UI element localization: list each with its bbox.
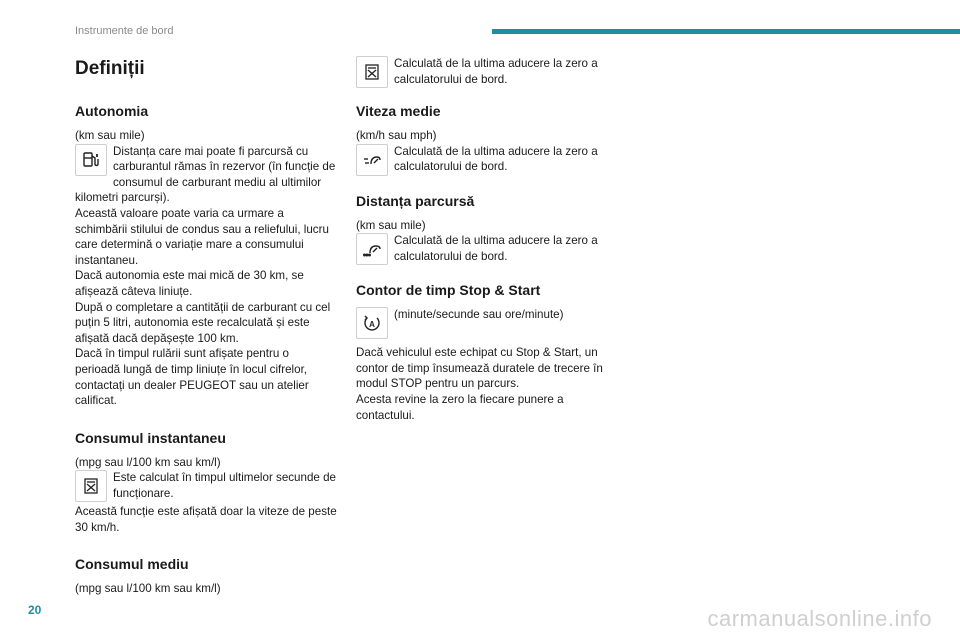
distanta-parcursa-description bbox=[356, 233, 618, 265]
consum-instantaneu-paragraph-1: Această funcție este afișată doar la viteze de peste 30 km/h. bbox=[75, 505, 337, 534]
running-header: Instrumente de bord bbox=[75, 25, 174, 37]
section-consum-mediu bbox=[75, 555, 337, 597]
unit-distanta-parcursa: (km sau mile) bbox=[356, 218, 426, 232]
unit-viteza-medie: (km/h sau mph) bbox=[356, 129, 437, 142]
header-accent-bar bbox=[492, 29, 960, 34]
distance-icon bbox=[356, 233, 388, 265]
contor-stop-start-paragraph-2: Acesta revine la zero la fiecare punere a contactului. bbox=[356, 392, 564, 422]
page-number: 20 bbox=[28, 603, 42, 617]
autonomia-text: Distanța care mai poate fi parcursă cu carburantul rămas în rezervor (în funcție de consumul de carburant mediu al ultimilor kilometri parcurși). bbox=[75, 144, 336, 205]
contor-stop-start-paragraph-1: Dacă vehiculul este echipat cu Stop & Start, un contor de timp însumează duratele de trecere în modul STOP pentru un parcurs. bbox=[356, 346, 603, 391]
contor-stop-start-unit-row bbox=[356, 307, 618, 339]
section-title-consum-mediu: Consumul mediu bbox=[75, 556, 189, 573]
stop-start-icon bbox=[356, 307, 388, 339]
autonomia-paragraph-4: Dacă în timpul rulării sunt afișate pentru o perioadă lungă de timp liniuțe în locul cifrelor, contactați un dealer PEUGEOT sau un atelier calificat. bbox=[75, 347, 309, 408]
section-consum-instantaneu bbox=[75, 429, 337, 536]
section-title-contor-stop-start: Contor de timp Stop & Start bbox=[356, 282, 541, 299]
page-title: Definiții bbox=[75, 58, 145, 79]
fuel-consumption-icon bbox=[356, 56, 388, 88]
distanta-parcursa-text: Calculată de la ultima aducere la zero a calculatorului de bord. bbox=[394, 234, 598, 263]
autonomia-description bbox=[75, 144, 337, 206]
autonomia-paragraph-3: După o completare a cantității de carburant cu cel puțin 5 litri, autonomia este recalculată și este afișată dacă depășește 100 km. bbox=[75, 300, 331, 345]
unit-consum-instantaneu: (mpg sau l/100 km sau km/l) bbox=[75, 455, 221, 469]
viteza-medie-text: Calculată de la ultima aducere la zero a calculatorului de bord. bbox=[394, 144, 598, 174]
consum-mediu-description bbox=[356, 56, 618, 88]
section-viteza-medie bbox=[356, 102, 618, 176]
autonomia-paragraph-1: Această valoare poate varia ca urmare a schimbării stilului de condus sau a reliefului, lucru care determină o variație mare a consumului instantaneu. bbox=[75, 206, 329, 267]
consum-mediu-text: Calculată de la ultima aducere la zero a calculatorului de bord. bbox=[394, 57, 598, 86]
unit-autonomia: (km sau mile) bbox=[75, 129, 145, 142]
section-title-viteza-medie: Viteza medie bbox=[356, 103, 441, 119]
section-autonomia bbox=[75, 102, 337, 409]
left-column bbox=[75, 56, 337, 617]
section-title-consum-instantaneu: Consumul instantaneu bbox=[75, 429, 226, 446]
consum-mediu-continuation bbox=[356, 56, 618, 88]
autonomia-paragraph-2: Dacă autonomia este mai mică de 30 km, se afișează câteva liniuțe. bbox=[75, 269, 304, 298]
unit-consum-mediu: (mpg sau l/100 km sau km/l) bbox=[75, 582, 221, 596]
consum-instantaneu-description bbox=[75, 470, 337, 504]
section-contor-stop-start bbox=[356, 281, 618, 423]
fuel-range-icon bbox=[75, 144, 107, 176]
section-title-autonomia: Autonomia bbox=[75, 103, 149, 119]
consum-instantaneu-text: Este calculat în timpul ultimelor secunde de funcționare. bbox=[113, 471, 336, 500]
section-distanta-parcursa bbox=[356, 192, 618, 266]
watermark: carmanualsonline.info bbox=[707, 606, 932, 631]
speedometer-icon bbox=[356, 144, 388, 176]
section-title-distanta-parcursa: Distanța parcursă bbox=[356, 192, 475, 209]
viteza-medie-description bbox=[356, 144, 618, 176]
fuel-consumption-icon bbox=[75, 470, 107, 502]
svg-text:A: A bbox=[369, 320, 375, 330]
right-column bbox=[356, 56, 618, 443]
unit-contor-stop-start: (minute/secunde sau ore/minute) bbox=[394, 308, 564, 322]
